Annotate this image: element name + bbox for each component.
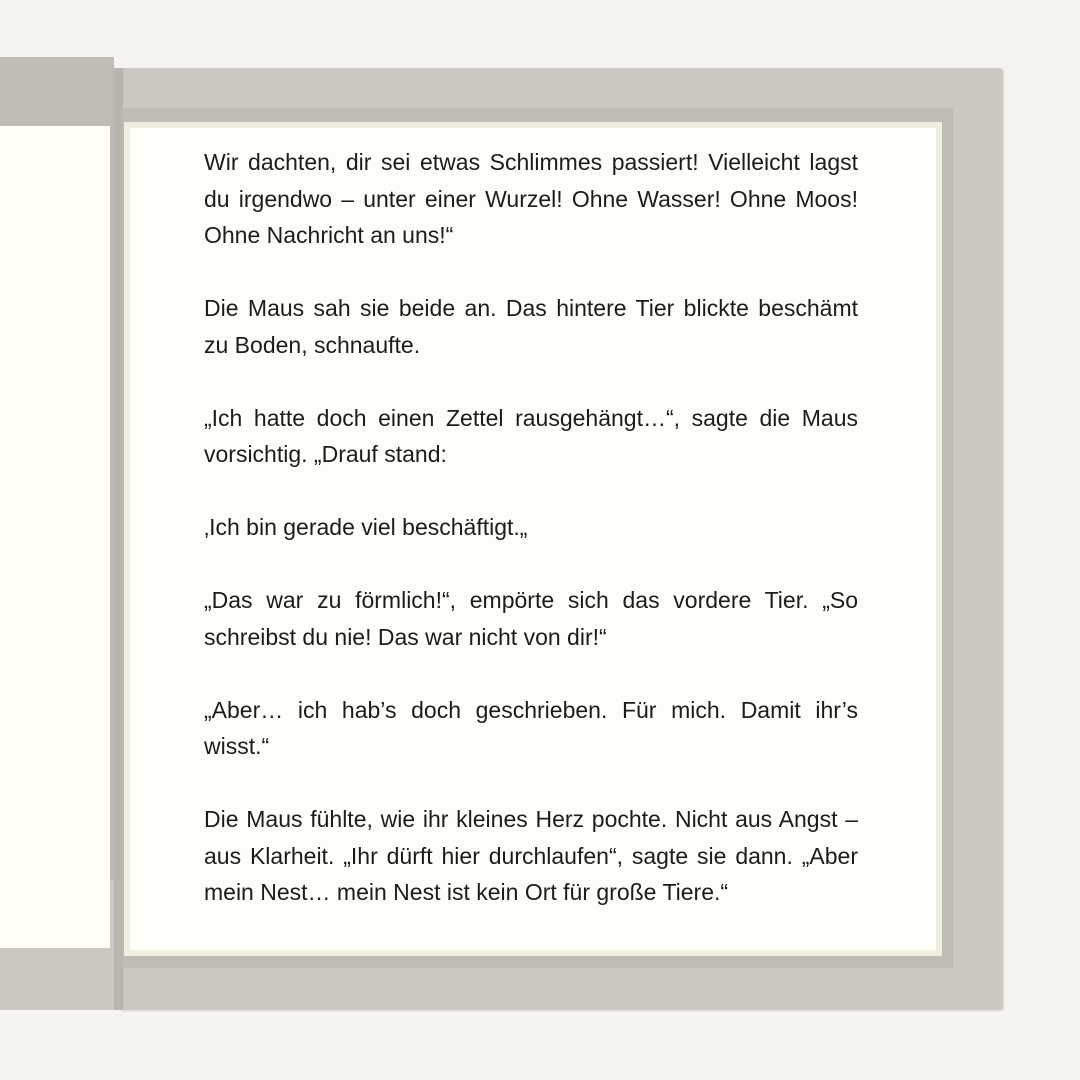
story-paragraph: ‚Ich bin gerade viel beschäftigt.„ xyxy=(204,514,528,540)
story-paragraph: Die Maus fühlte, wie ihr kleines Herz pochte. Nicht aus Angst – aus Klarheit. „Ihr dürft hier durchlaufen“, sagte sie dann. „Aber mein Nest… mein Nest ist kein Ort für große Tiere.“ xyxy=(204,806,858,905)
story-paragraph: „Aber… ich hab’s doch geschrieben. Für mich. Damit ihr’s wisst.“ xyxy=(204,696,858,759)
story-paragraph: „Das war zu förmlich!“, empörte sich das vordere Tier. „So schreibst du nie! Das war nicht von dir!“ xyxy=(204,587,858,650)
left-page xyxy=(0,126,110,948)
story-paragraph: Die Maus sah sie beide an. Das hintere Tier blickte beschämt zu Boden, schnaufte. xyxy=(204,295,858,358)
book-spine xyxy=(114,68,123,1010)
story-paragraph: Wir dachten, dir sei etwas Schlimmes passiert! Vielleicht lagst du irgendwo – unter einer Wurzel! Ohne Wasser! Ohne Moos! Ohne Nachricht an uns!“ xyxy=(204,149,858,248)
story-paragraph: „Ich hatte doch einen Zettel rausgehängt…“, sagte die Maus vorsichtig. „Drauf stand: xyxy=(204,404,858,467)
story-text xyxy=(204,144,858,911)
